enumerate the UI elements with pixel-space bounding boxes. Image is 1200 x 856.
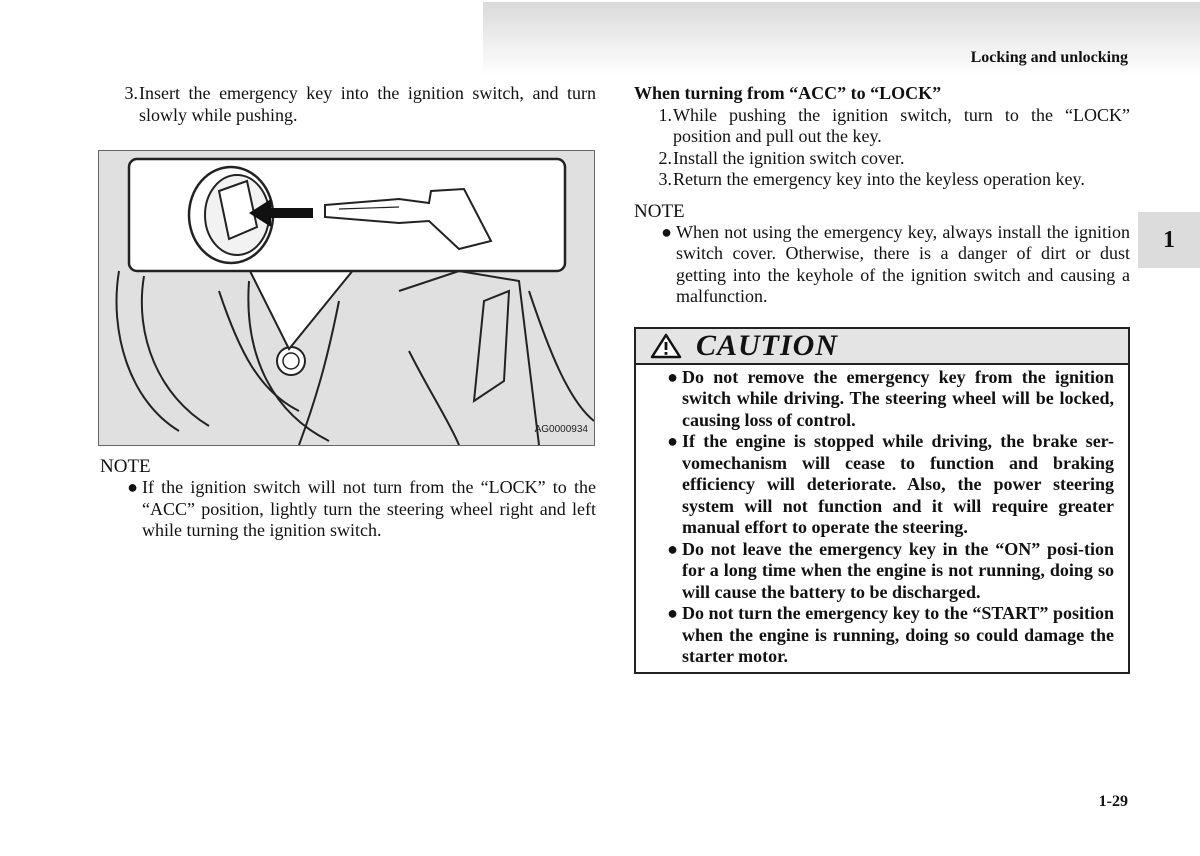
- bullet-icon: ●: [667, 431, 678, 451]
- step-text: Return the emergency key into the keyless operation key.: [673, 169, 1085, 189]
- step-3: [100, 83, 596, 126]
- step-number: 2.: [658, 147, 672, 168]
- step-number: 1.: [658, 104, 672, 125]
- caution-item: [636, 431, 1114, 539]
- caution-header: [636, 329, 1128, 365]
- caution-text: Do not remove the emergency key from the ignition switch while driving. The steering wheel will be locked, causing loss of control.: [682, 366, 1114, 430]
- note-text: When not using the emergency key, always install the ignition switch cover. Otherwise, there is a danger of dirt or dust getting into the keyhole of the ignition switch and causing a malfunction.: [676, 221, 1130, 306]
- illustration-drawing: [99, 151, 594, 445]
- left-column: [100, 83, 596, 542]
- bullet-icon: ●: [667, 538, 678, 559]
- chapter-tab: 1: [1138, 212, 1200, 268]
- note-text: If the ignition switch will not turn from the “LOCK” to the “ACC” position, lightly turn the steering wheel right and left while turning the ignition switch.: [142, 477, 596, 540]
- step-number: 3.: [658, 169, 672, 189]
- caution-item: [636, 603, 1114, 668]
- right-column: [634, 83, 1130, 674]
- step-text: Insert the emergency key into the ignition switch, and turn slowly while pushing.: [139, 83, 596, 125]
- warning-triangle-icon: [650, 333, 682, 359]
- step-text: While pushing the ignition switch, turn to the “LOCK” position and pull out the key.: [673, 104, 1130, 146]
- bullet-icon: ●: [667, 366, 678, 387]
- step-2: [634, 148, 1130, 170]
- procedure-heading: When turning from “ACC” to “LOCK”: [634, 83, 942, 103]
- caution-item: [636, 539, 1114, 604]
- caution-item: [636, 367, 1114, 432]
- step-1: [634, 105, 1130, 148]
- caution-body: [636, 365, 1128, 672]
- figure-code: AG0000934: [534, 423, 588, 435]
- note-heading: NOTE: [100, 456, 151, 477]
- caution-text: Do not turn the emergency key to the “START” position when the engine is running, doing so could damage the starter motor.: [682, 603, 1114, 666]
- note-heading: NOTE: [634, 200, 685, 222]
- page-number: 1-29: [1098, 793, 1128, 810]
- caution-text: If the engine is stopped while driving, the brake ser-vomechanism will cease to function and braking efficiency will deteriorate. Also, the power steering system will not function and it will require greater manual effort to operate the steering.: [682, 431, 1114, 537]
- section-title: Locking and unlocking: [970, 49, 1128, 66]
- bullet-icon: ●: [667, 603, 678, 623]
- note-item: [100, 477, 596, 542]
- caution-box: [634, 327, 1130, 674]
- ignition-key-illustration: [98, 150, 595, 446]
- note-item: [634, 222, 1130, 308]
- step-number: 3.: [124, 83, 138, 103]
- bullet-icon: ●: [127, 477, 138, 497]
- caution-text: Do not leave the emergency key in the “ON” posi-tion for a long time when the engine is not running, doing so will cause the battery to be discharged.: [682, 538, 1114, 602]
- caution-title: CAUTION: [696, 328, 839, 362]
- bullet-icon: ●: [661, 221, 672, 242]
- step-3: [634, 169, 1130, 191]
- step-text: Install the ignition switch cover.: [673, 147, 905, 168]
